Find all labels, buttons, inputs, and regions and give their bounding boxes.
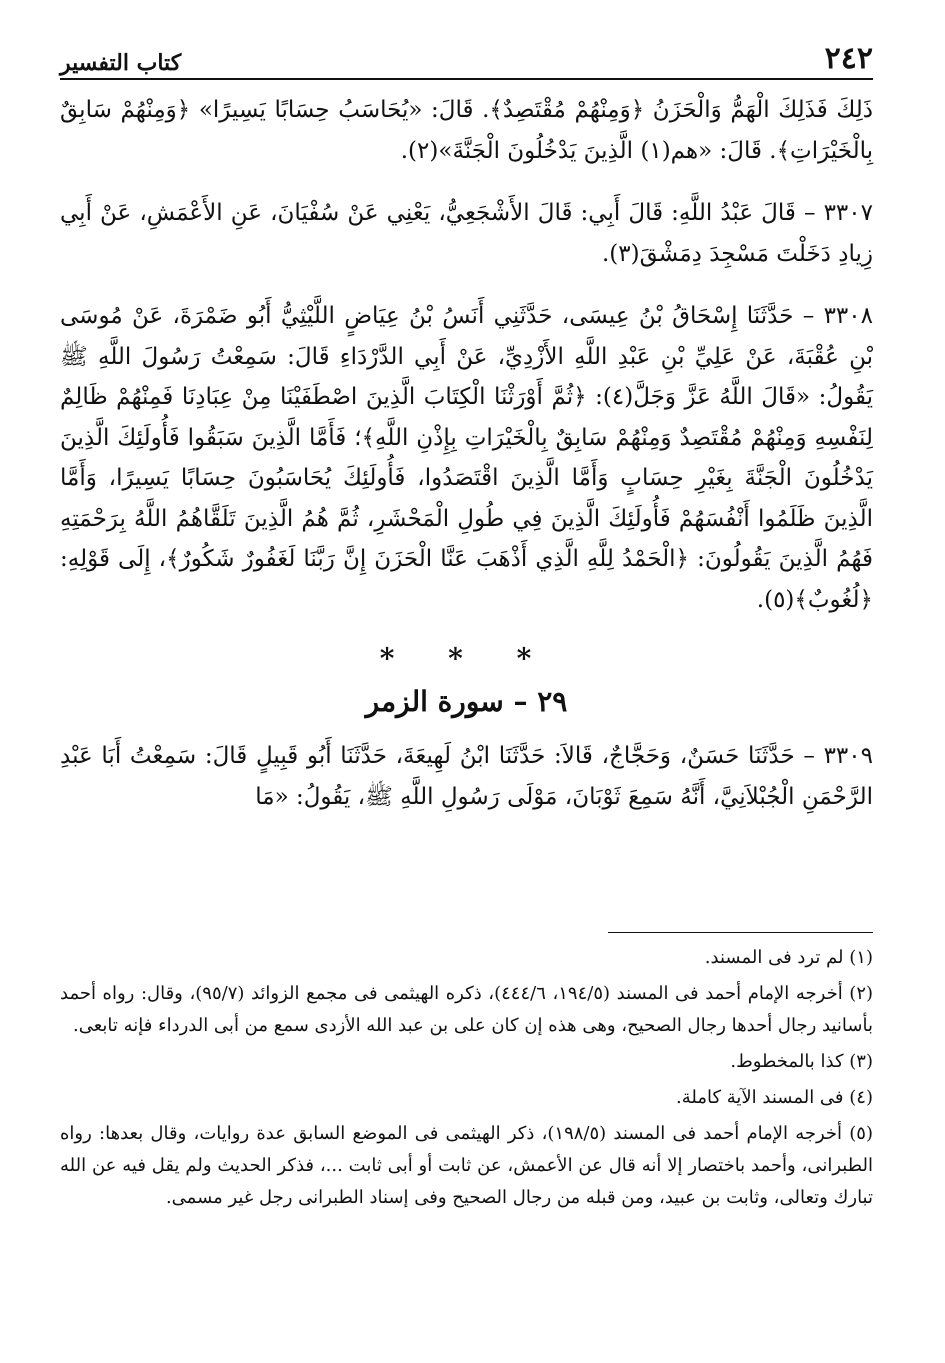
footnote-1: (١) لم ترد فى المسند. — [704, 947, 873, 968]
footnote-3: (٣) كذا بالمخطوط. — [730, 1051, 873, 1072]
footnote-divider — [608, 932, 873, 933]
page-number: ٢٤٢ — [824, 41, 873, 76]
section-separator: * * * — [379, 642, 554, 675]
book-title: كتاب التفسير — [60, 50, 182, 76]
hadith-3309: ٣٣٠٩ – حَدَّثَنَا حَسَنٌ، وَحَجَّاجٌ، قَالاَ: حَدَّثَنَا ابْنُ لَهِيعَةَ، حَدَّثَنَا أَبُو قَبِيلٍ قَالَ: سَمِعْتُ أَبَا عَبْدِ الرَّحْمَنِ الْجُبْلاَنِيَّ، أَنَّهُ سَمِعَ ثَوْبَانَ، مَوْلَى رَسُولِ اللَّهِ ﷺ، يَقُولُ: «مَا — [60, 743, 873, 810]
footnote-5: (٥) أخرجه الإمام أحمد فى المسند (١٩٨/٥)، ذكر الهيثمى فى الموضع السابق عدة روايات، وقال بعدها: رواه الطبرانى، وأحمد باختصار إلا أنه قال عن الأعمش، عن ثابت أو أبى ثابت ...، فذكر الحديث ولم يقل فيه عن الله تبارك وتعالى، وثابت بن عبيد، ومن قبله من رجال الصحيح وفى إسناد الطبرانى رجل غير مسمى. — [60, 1123, 873, 1208]
hadith-3308: ٣٣٠٨ – حَدَّثَنَا إِسْحَاقُ بْنُ عِيسَى، حَدَّثَنِي أَنَسُ بْنُ عِيَاضٍ اللَّيْثِيُّ أَبُو ضَمْرَةَ، عَنْ مُوسَى بْنِ عُقْبَةَ، عَنْ عَلِيِّ بْنِ عَبْدِ اللَّهِ الأَزْدِيِّ، عَنْ أَبِي الدَّرْدَاءِ قَالَ: سَمِعْتُ رَسُولَ اللَّهِ ﷺ يَقُولُ: «قَالَ اللَّهُ عَزَّ وَجَلَّ(٤): ﴿ثُمَّ أَوْرَثْنَا الْكِتَابَ الَّذِينَ اصْطَفَيْنَا مِنْ عِبَادِنَا فَمِنْهُمْ ظَالِمٌ لِنَفْسِهِ وَمِنْهُمْ مُقْتَصِدٌ وَمِنْهُمْ سَابِقٌ بِالْخَيْرَاتِ بِإِذْنِ اللَّهِ﴾؛ فَأَمَّا الَّذِينَ سَبَقُوا فَأُولَئِكَ الَّذِينَ يَدْخُلُونَ الْجَنَّةَ بِغَيْرِ حِسَابٍ وَأَمَّا الَّذِينَ اقْتَصَدُوا، فَأُولَئِكَ يُحَاسَبُونَ حِسَابًا يَسِيرًا، وَأَمَّا الَّذِينَ ظَلَمُوا أَنْفُسَهُمْ فَأُولَئِكَ الَّذِينَ فِي طُولِ الْمَحْشَرِ، ثُمَّ هُمُ الَّذِينَ تَلَقَّاهُمُ اللَّهُ بِرَحْمَتِهِ فَهُمُ الَّذِينَ يَقُولُونَ: ﴿الْحَمْدُ لِلَّهِ الَّذِي أَذْهَبَ عَنَّا الْحَزَنَ إِنَّ رَبَّنَا لَغَفُورٌ شَكُورٌ﴾، إِلَى قَوْلِهِ: ﴿لُغُوبٌ﴾(٥). — [60, 303, 873, 613]
page-header — [60, 40, 873, 80]
paragraph-continuation: ذَلِكَ فَذَلِكَ الْهَمُّ وَالْحَزَنُ ﴿وَمِنْهُمْ مُقْتَصِدٌ﴾. قَالَ: «يُحَاسَبُ حِسَابًا يَسِيرًا» ﴿وَمِنْهُمْ سَابِقٌ بِالْخَيْرَاتِ﴾. قَالَ: «هم(١) الَّذِينَ يَدْخُلُونَ الْجَنَّةَ»(٢). — [60, 97, 873, 164]
footnotes — [60, 942, 873, 1218]
main-text — [60, 90, 873, 839]
surah-heading: ٢٩ – سورة الزمر — [365, 685, 568, 718]
hadith-3307: ٣٣٠٧ – قَالَ عَبْدُ اللَّهِ: قَالَ أَبِي: قَالَ الأَشْجَعِيُّ، يَعْنِي عَنْ سُفْيَانَ، عَنِ الأَعْمَشِ، عَنْ أَبِي زِيادِ دَخَلْتَ مَسْجِدَ دِمَشْقَ(٣). — [60, 200, 873, 267]
footnote-4: (٤) فى المسند الآية كاملة. — [675, 1087, 873, 1108]
footnote-2: (٢) أخرجه الإمام أحمد فى المسند (١٩٤/٥، ٤٤٤/٦)، ذكره الهيثمى فى مجمع الزوائد (٩٥/٧)، وقال: رواه أحمد بأسانيد رجال أحدها رجال الصحيح، وهى هذه إن كان على بن عبد الله الأزدى سمع من أبى الدرداء فإنه تابعى. — [60, 983, 874, 1036]
